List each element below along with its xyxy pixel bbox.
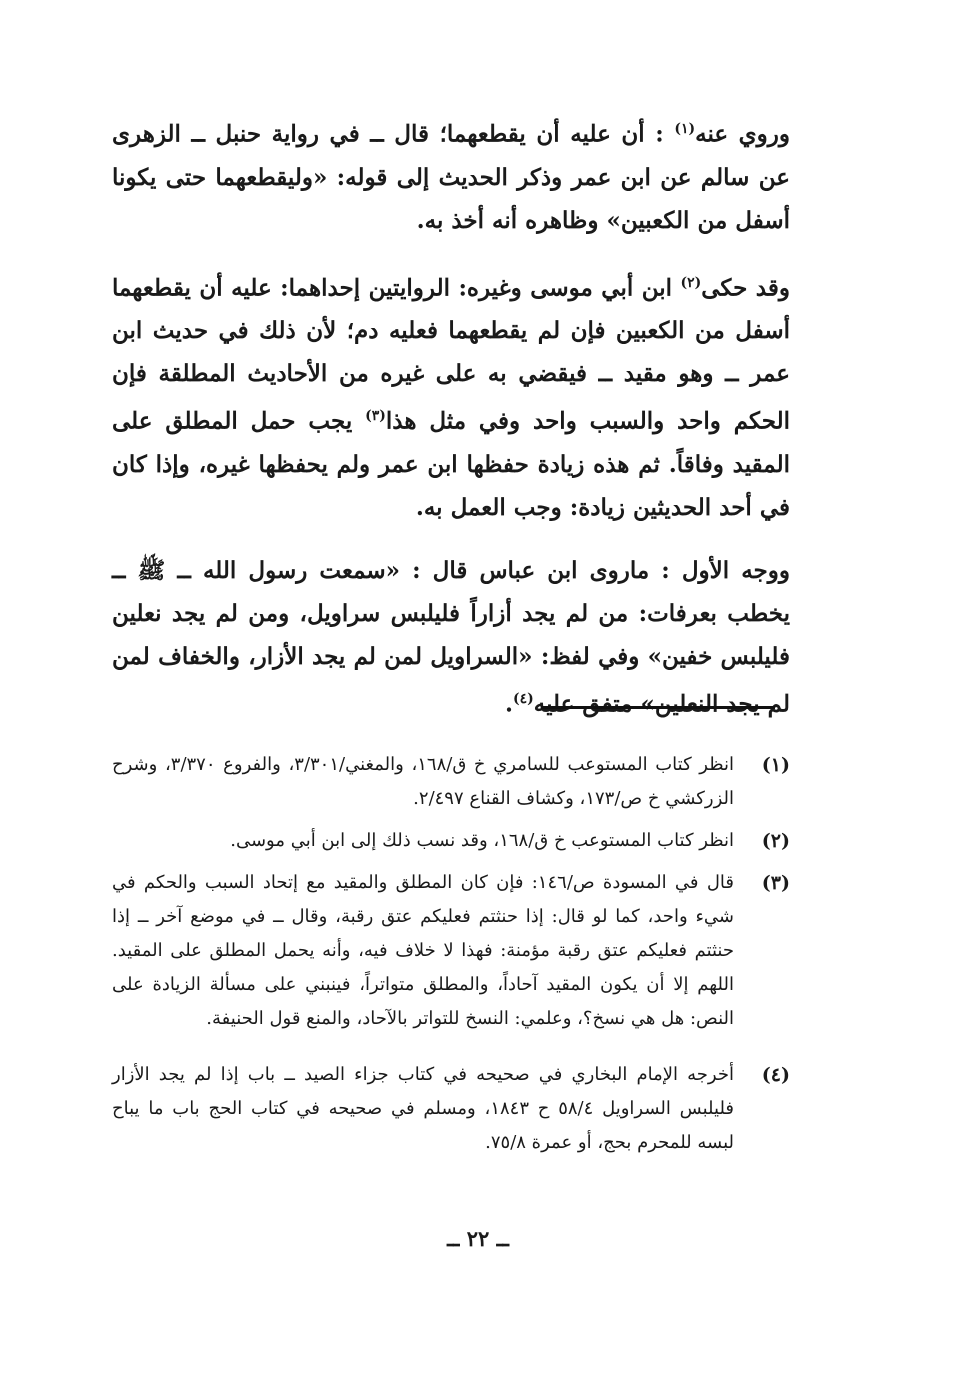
footnote-text: انظر كتاب المستوعب للسامري خ ق/١٦٨، والمغني/٣/٣٠١، والفروع ٣/٣٧٠، وشرح الزركشي خ ص/١٧٣، وكشاف القناع ٢/٤٩٧.: [112, 754, 734, 809]
paragraph-2-text-b: ابن أبي موسى وغيره: الروايتين إحداهما: عليه أن يقطعهما أسفل من الكعبين فإن لم يقطعهما فعليه دم؛ لأن ذلك في حديث ابن عمر ــ وهو مقيد ــ فيقضي به على غيره من الأحاديث المطلقة فإن الحكم واحد والسبب واحد وفي مثل هذا: [112, 274, 790, 435]
footnote-4: [112, 1058, 790, 1160]
paragraph-1-text-a: وروي عنه: [695, 120, 790, 148]
paragraph-1-text-b: : أن عليه أن يقطعهما؛ قال ــ في رواية حنبل ــ الزهرى عن سالم عن ابن عمر وذكر الحديث إلى قوله: «وليقطعهما حتى يكونا أسفل من الكعبين» وظاهره أنه أخذ به.: [112, 120, 790, 234]
footnote-separator: [541, 706, 775, 709]
footnote-ref-2: (٢): [680, 274, 702, 291]
footnote-ref-4: (٤): [512, 690, 534, 707]
paragraph-3-text-b: .: [504, 690, 513, 718]
footnote-number: (٣): [761, 872, 790, 894]
footnotes: [112, 748, 790, 1168]
footnote-3: [112, 866, 790, 1036]
page-number: ــ ٢٢ ــ: [447, 1226, 509, 1251]
main-text: [112, 108, 790, 746]
footnote-text: أخرجه الإمام البخاري في صحيحه في كتاب جزاء الصيد ــ باب إذا لم يجد الأزار فليلبس السراويل ٥٨/٤ ح ١٨٤٣، ومسلم في صحيحه في كتاب الحج باب ما يباح لبسه للمحرم بحج، أو عمرة ٧٥/٨.: [112, 1064, 735, 1153]
paragraph-1: [112, 108, 790, 242]
footnote-ref-1: (١): [674, 121, 696, 137]
paragraph-3: [112, 549, 790, 726]
paragraph-2-text-c: يجب حمل المطلق على المقيد وفاقاً. ثم هذه زيادة حفظها ابن عمر ولم يحفظها غيره، وإذا كان في أحد الحديثين زيادة: وجب العمل به.: [112, 407, 790, 521]
paragraph-2-text-a: وقد حكى: [701, 274, 790, 302]
footnote-number: (٢): [761, 830, 790, 852]
paragraph-3-text-a: ووجه الأول : ماروى ابن عباس قال : «سمعت رسول الله ــ ﷺ ــ يخطب بعرفات: من لم يجد أزاراً فليلبس سراويل، ومن لم يجد نعلين فليلبس خفين» وفي لفظ: «السراويل لمن لم يجد الأزار، والخفاف لمن لم يجد النعلين» متفق عليه: [112, 556, 790, 718]
footnote-text: انظر كتاب المستوعب خ ق/١٦٨، وقد نسب ذلك إلى ابن أبي موسى.: [230, 830, 734, 851]
footnote-2: [112, 824, 790, 858]
paragraph-2: [112, 262, 790, 529]
footnote-1: [112, 748, 790, 816]
footnote-text: قال في المسودة ص/١٤٦: فإن كان المطلق والمقيد مع إتحاد السبب والحكم في شيء واحد، كما لو قال: إذا حنثتم فعليكم عتق رقبة، وقال ــ في موضع آخر ــ إذا حنثتم فعليكم عتق رقبة مؤمنة: فهذا لا خلاف فيه، وأنه يحمل المطلق على المقيد. اللهم إلا أن يكون المقيد آحاداً، والمطلق متواتراً، فينبني على مسألة الزيادة على النص: هل هي نسخ؟، وعلمي: النسخ للتواتر بالآحاد، والمنع قول الحنيفة.: [112, 872, 734, 1029]
footnote-ref-3: (٣): [365, 408, 386, 425]
footnote-number: (٤): [761, 1064, 790, 1086]
footnote-number: (١): [761, 754, 790, 776]
